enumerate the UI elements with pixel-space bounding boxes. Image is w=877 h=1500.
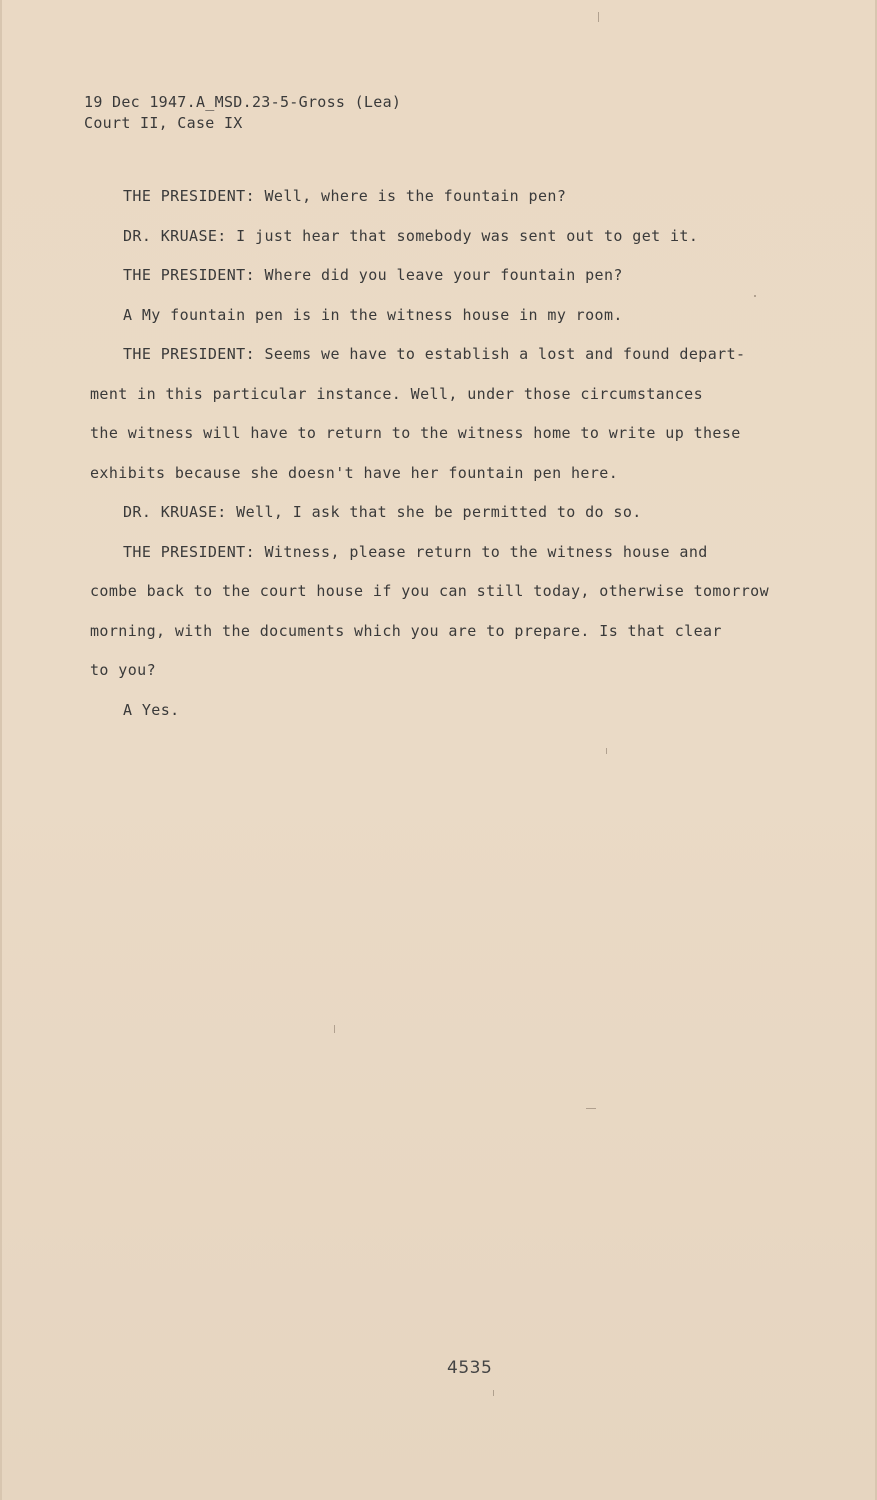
transcript-line: to you? <box>90 661 157 679</box>
paper-speck <box>586 1108 596 1109</box>
paper-speck <box>754 295 756 297</box>
header-reference-line: 19 Dec 1947.A_MSD.23-5-Gross (Lea) <box>84 93 402 111</box>
transcript-line: THE PRESIDENT: Well, where is the fountain pen? <box>123 187 567 205</box>
transcript-line: A Yes. <box>123 700 180 719</box>
document-header <box>84 92 401 134</box>
header-court-line: Court II, Case IX <box>84 114 243 132</box>
transcript-line: THE PRESIDENT: Witness, please return to the witness house and <box>123 542 708 561</box>
paper-speck <box>493 1390 494 1396</box>
transcript-line: THE PRESIDENT: Seems we have to establish a lost and found depart- <box>123 345 746 363</box>
transcript-line: DR. KRUASE: Well, I ask that she be permitted to do so. <box>123 503 642 521</box>
transcript-line: the witness will have to return to the witness home to write up these <box>90 424 741 442</box>
transcript-line: morning, with the documents which you are to prepare. Is that clear <box>90 621 722 640</box>
transcript-line: THE PRESIDENT: Where did you leave your fountain pen? <box>123 266 623 284</box>
transcript-line: combe back to the court house if you can still today, otherwise tomorrow <box>90 582 770 600</box>
paper-speck <box>334 1025 335 1033</box>
transcript-line: ment in this particular instance. Well, under those circumstances <box>90 384 703 403</box>
transcript-body <box>90 186 790 739</box>
transcript-line: exhibits because she doesn't have her fountain pen here. <box>90 463 619 482</box>
transcript-line: DR. KRUASE: I just hear that somebody was sent out to get it. <box>123 226 699 245</box>
paper-speck <box>606 748 607 754</box>
paper-speck <box>598 12 599 22</box>
transcript-line: A My fountain pen is in the witness house in my room. <box>123 305 623 324</box>
page-number: 4535 <box>447 1358 493 1378</box>
